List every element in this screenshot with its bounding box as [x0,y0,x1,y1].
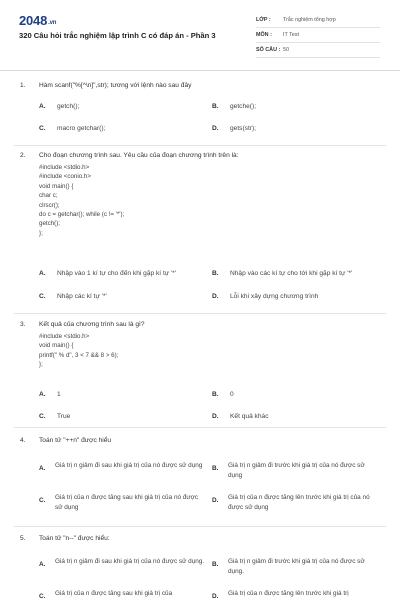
option-text: Lỗi khi xây dựng chương trình [230,293,319,300]
option-text: Giá trị n giảm đi sau khi giá trị của nó được sử dụng. [55,558,205,565]
question-1 [0,82,400,144]
option-label: A. [39,561,46,568]
question-text: Toán tử "++n" được hiểu [39,437,112,444]
meta-label: LỚP : [256,17,271,23]
option-label: C. [39,413,46,420]
code-snippet: #include <stdio.h> #include <conio.h> void main() { char c; clrscr(); do c = getchar(); while (c != '*'); getch(); }; [39,164,125,237]
option-text: 1 [57,391,61,398]
option-label: A. [39,103,46,110]
option-label: A. [39,391,46,398]
option-text: Giá trị n giảm đi trước khi giá trị của nó được sử dụng [228,462,365,479]
document-title: 320 Câu hỏi trắc nghiệm lập trình C có đáp án - Phần 3 [19,31,216,40]
option-label: D. [212,497,219,504]
meta-value: IT Test [283,32,299,38]
option-text: 0 [230,391,234,398]
question-3 [0,321,400,426]
option-label: B. [212,561,219,568]
option-text: True [57,413,71,420]
meta-label: MÔN : [256,32,272,38]
code-snippet: #include <stdio.h> void main() { printf(" % d", 3 < 7 && 8 > 6); }; [39,333,119,369]
divider [14,313,386,314]
question-number: 5. [20,535,26,542]
meta-value: Trắc nghiệm tổng hợp [283,17,336,23]
question-number: 3. [20,321,26,328]
option-text: Nhập vào các kí tự cho tới khi gặp kí tự '*' [230,270,353,277]
option-label: B. [212,103,219,110]
option-text: getch(); [57,103,80,110]
option-label: C. [39,593,46,600]
divider [14,427,386,428]
option-label: A. [39,270,46,277]
option-label: D. [212,593,219,600]
option-text: getche(); [230,103,257,110]
meta-value: 50 [283,47,289,53]
option-label: D. [212,413,219,420]
option-label: B. [212,391,219,398]
option-text: Giá trị của n được tăng sau khi giá trị của [55,590,173,597]
document-header [0,0,400,71]
option-label: C. [39,125,46,132]
question-head [0,437,400,449]
option-text: gets(str); [230,125,257,132]
question-text: Hàm scanf("%[^\n]",str); tương với lệnh nào sau đây [39,82,192,89]
option-text: Nhập các kí tự '*' [57,293,107,300]
question-number: 1. [20,82,26,89]
meta-row-subject [256,28,380,43]
meta-row-class [256,13,380,28]
option-label: D. [212,293,219,300]
meta-row-count [256,43,380,58]
site-logo[interactable] [19,13,56,28]
meta-table [256,13,380,58]
logo-tld: .vn [48,20,57,26]
option-label: D. [212,125,219,132]
option-text: Giá trị n giảm đi trước khi giá trị của nó được sử dụng. [228,558,365,575]
question-2 [0,152,400,312]
question-number: 2. [20,152,26,159]
divider [14,145,386,146]
question-head [0,82,400,94]
option-label: B. [212,270,219,277]
option-text: macro getchar(); [57,125,106,132]
option-text: Giá trị n giảm đi sau khi giá trị của nó được sử dụng [55,462,203,469]
option-label: C. [39,497,46,504]
option-text: Giá trị của n được tăng sau khi giá trị của nó được sử dụng [55,494,199,511]
question-4 [0,437,400,523]
question-text: Kết quả của chương trình sau là gì? [39,321,145,328]
question-head [0,535,400,547]
divider [14,526,386,527]
meta-label: SỐ CÂU : [256,47,281,53]
option-label: A. [39,465,46,472]
option-text: Nhập vào 1 kí tự cho đến khi gặp kí tự '*' [57,270,177,277]
option-text: Giá trị của n được tăng lên trước khi giá trị [228,590,349,597]
option-text: Kết quả khác [230,413,269,420]
question-text: Toán tử "n--" được hiểu: [39,535,110,542]
question-text: Cho đoạn chương trình sau. Yêu cầu của đoạn chương trình trên là: [39,152,239,159]
question-5 [0,535,400,600]
question-number: 4. [20,437,26,444]
logo-main: 2048 [19,13,48,28]
option-label: B. [212,465,219,472]
option-text: Giá trị của n được tăng lên trước khi giá trị của nó được sử dụng [228,494,370,511]
option-label: C. [39,293,46,300]
